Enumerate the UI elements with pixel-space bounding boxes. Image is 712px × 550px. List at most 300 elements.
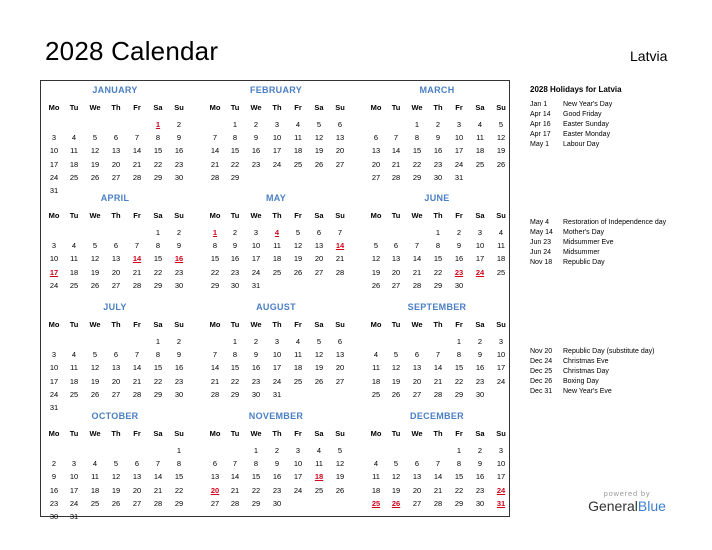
weekday-label: Su: [496, 211, 506, 220]
holiday-name: Restoration of Independence day: [563, 219, 667, 226]
weekday-label: Tu: [69, 320, 79, 329]
day-cell: 2: [176, 337, 182, 346]
day-cell: 20: [111, 159, 121, 169]
weekday-label: Fr: [133, 320, 141, 329]
weekday-label: Fr: [294, 429, 302, 438]
day-cell: 21: [230, 485, 240, 495]
day-cell: 23: [49, 498, 59, 508]
day-cell: 19: [90, 159, 100, 169]
holiday-day-cell: 17: [49, 267, 59, 277]
day-cell: 27: [335, 376, 345, 386]
month-name: JANUARY: [92, 85, 138, 95]
day-cell: 21: [433, 485, 443, 495]
day-cell: 14: [153, 472, 163, 482]
day-cell: 31: [69, 512, 79, 521]
day-cell: 28: [210, 389, 220, 399]
day-cell: 19: [314, 363, 324, 373]
day-cell: 2: [176, 228, 182, 237]
country-label: Latvia: [630, 48, 668, 64]
holiday-day-cell: 24: [496, 485, 506, 495]
holiday-group: [530, 347, 670, 397]
weekday-label: Su: [174, 320, 184, 329]
day-cell: 17: [251, 254, 261, 264]
holiday-entry: [530, 228, 670, 238]
day-cell: 23: [174, 159, 184, 169]
month-september: [366, 300, 508, 400]
day-cell: 15: [412, 146, 422, 156]
weekday-label: Su: [174, 103, 184, 112]
day-cell: 20: [111, 267, 121, 277]
day-cell: 17: [496, 472, 506, 482]
month-february: [205, 83, 347, 183]
day-cell: 17: [475, 254, 485, 264]
day-cell: 25: [69, 172, 79, 182]
day-cell: 4: [477, 120, 483, 129]
holiday-date: Apr 17: [530, 131, 551, 138]
weekday-label: Sa: [153, 320, 163, 329]
weekday-label: We: [250, 103, 262, 112]
day-cell: 26: [314, 376, 324, 386]
day-cell: 30: [454, 280, 464, 290]
weekday-label: Fr: [294, 320, 302, 329]
month-may: [205, 191, 347, 291]
day-cell: 3: [498, 446, 504, 455]
day-cell: 24: [496, 376, 506, 386]
weekday-label: Mo: [209, 429, 221, 438]
weekday-label: Mo: [48, 103, 60, 112]
day-cell: 27: [111, 389, 121, 399]
day-cell: 8: [155, 241, 161, 251]
day-cell: 10: [454, 133, 464, 143]
month-name: APRIL: [100, 193, 130, 203]
day-cell: 4: [373, 459, 379, 469]
weekday-label: Mo: [48, 211, 60, 220]
day-cell: 7: [337, 228, 343, 237]
day-cell: 28: [433, 389, 443, 399]
day-cell: 30: [272, 498, 282, 508]
day-cell: 24: [454, 159, 464, 169]
weekday-label: We: [250, 429, 262, 438]
day-cell: 19: [391, 376, 401, 386]
day-cell: 7: [414, 241, 420, 251]
day-cell: 4: [295, 337, 301, 346]
day-cell: 23: [230, 267, 240, 277]
day-cell: 19: [293, 254, 303, 264]
day-cell: 3: [456, 120, 462, 129]
day-cell: 29: [454, 389, 464, 399]
weekday-label: Tu: [391, 103, 401, 112]
weekday-label: Sa: [475, 320, 485, 329]
weekday-label: Sa: [153, 429, 163, 438]
day-cell: 23: [475, 376, 485, 386]
day-cell: 5: [295, 228, 301, 237]
day-cell: 26: [90, 389, 100, 399]
day-cell: 16: [251, 146, 261, 156]
holiday-name: Boxing Day: [563, 378, 599, 385]
day-cell: 21: [433, 376, 443, 386]
day-cell: 1: [155, 337, 161, 346]
day-cell: 25: [293, 376, 303, 386]
day-cell: 26: [391, 389, 401, 399]
brand-name: [584, 498, 670, 514]
holiday-day-cell: 26: [391, 498, 401, 508]
weekday-label: Sa: [314, 429, 324, 438]
weekday-label: Su: [335, 320, 345, 329]
weekday-label: Th: [272, 429, 282, 438]
day-cell: 31: [454, 172, 464, 182]
day-cell: 20: [391, 267, 401, 277]
weekday-label: We: [411, 429, 423, 438]
day-cell: 2: [253, 337, 259, 346]
day-cell: 27: [335, 159, 345, 169]
day-cell: 31: [272, 389, 282, 399]
month-name: DECEMBER: [410, 411, 464, 421]
day-cell: 19: [90, 267, 100, 277]
day-cell: 22: [454, 376, 464, 386]
day-cell: 18: [496, 254, 506, 264]
weekday-label: Tu: [391, 211, 401, 220]
day-cell: 28: [132, 172, 142, 182]
day-cell: 4: [92, 459, 98, 469]
day-cell: 24: [272, 159, 282, 169]
holidays-title: 2028 Holidays for Latvia: [530, 85, 622, 94]
day-cell: 22: [174, 485, 184, 495]
day-cell: 8: [414, 133, 420, 143]
day-cell: 20: [335, 146, 345, 156]
day-cell: 23: [272, 485, 282, 495]
holiday-entry: [530, 258, 670, 268]
day-cell: 2: [477, 446, 483, 455]
day-cell: 7: [435, 459, 441, 469]
holiday-date: Jun 23: [530, 239, 552, 246]
day-cell: 11: [497, 241, 505, 251]
day-cell: 4: [71, 350, 77, 360]
day-cell: 11: [315, 459, 323, 469]
weekday-label: We: [250, 320, 262, 329]
month-name: FEBRUARY: [249, 85, 303, 95]
day-cell: 3: [71, 459, 77, 469]
day-cell: 8: [456, 350, 462, 360]
weekday-label: We: [89, 429, 101, 438]
day-cell: 3: [498, 337, 504, 346]
holiday-entry: [530, 357, 670, 367]
holiday-entry: [530, 110, 670, 120]
day-cell: 13: [111, 146, 121, 156]
day-cell: 21: [210, 159, 220, 169]
day-cell: 24: [251, 267, 261, 277]
holiday-name: Good Friday: [563, 111, 602, 118]
day-cell: 28: [153, 498, 163, 508]
day-cell: 18: [272, 254, 282, 264]
day-cell: 12: [496, 133, 506, 143]
day-cell: 6: [113, 241, 119, 251]
day-cell: 3: [274, 337, 280, 346]
month-name: JUNE: [424, 193, 450, 203]
day-cell: 9: [435, 133, 441, 143]
day-cell: 9: [232, 241, 238, 251]
weekday-label: Fr: [133, 103, 141, 112]
day-cell: 2: [274, 446, 280, 455]
day-cell: 6: [393, 241, 399, 251]
day-cell: 13: [391, 254, 401, 264]
day-cell: 25: [475, 159, 485, 169]
day-cell: 6: [337, 120, 343, 129]
weekday-label: Tu: [230, 103, 240, 112]
holiday-day-cell: 1: [155, 120, 161, 129]
weekday-label: We: [411, 211, 423, 220]
weekday-label: Sa: [314, 320, 324, 329]
day-cell: 23: [433, 159, 443, 169]
day-cell: 15: [153, 363, 163, 373]
holiday-name: Christmas Eve: [563, 358, 609, 365]
weekday-label: Mo: [209, 103, 221, 112]
day-cell: 19: [371, 267, 381, 277]
day-cell: 12: [111, 472, 121, 482]
brand-name-part1: General: [588, 498, 638, 514]
day-cell: 29: [251, 498, 261, 508]
weekday-label: Th: [433, 429, 443, 438]
weekday-label: Tu: [69, 103, 79, 112]
day-cell: 2: [456, 228, 462, 237]
holiday-date: Dec 25: [530, 368, 553, 375]
day-cell: 18: [371, 376, 381, 386]
day-cell: 20: [132, 485, 142, 495]
weekday-label: Th: [272, 103, 282, 112]
holiday-name: Midsummer Eve: [563, 239, 614, 246]
day-cell: 18: [69, 267, 79, 277]
day-cell: 25: [314, 485, 324, 495]
day-cell: 15: [454, 472, 464, 482]
day-cell: 13: [314, 241, 324, 251]
day-cell: 22: [454, 485, 464, 495]
day-cell: 7: [212, 133, 218, 143]
day-cell: 22: [230, 376, 240, 386]
day-cell: 16: [454, 254, 464, 264]
weekday-label: Th: [272, 320, 282, 329]
weekday-label: Th: [111, 320, 121, 329]
calendar-frame: [40, 80, 510, 521]
day-cell: 29: [230, 389, 240, 399]
holiday-name: New Year's Eve: [563, 388, 612, 395]
day-cell: 5: [316, 337, 322, 346]
day-cell: 4: [373, 350, 379, 360]
weekday-label: Tu: [69, 211, 79, 220]
day-cell: 16: [49, 485, 59, 495]
day-cell: 2: [51, 459, 57, 469]
day-cell: 26: [90, 280, 100, 290]
day-cell: 16: [174, 146, 184, 156]
day-cell: 18: [293, 363, 303, 373]
weekday-label: Th: [111, 211, 121, 220]
day-cell: 6: [414, 350, 420, 360]
weekday-label: Sa: [153, 103, 163, 112]
day-cell: 19: [314, 146, 324, 156]
day-cell: 5: [92, 241, 98, 251]
day-cell: 18: [69, 159, 79, 169]
day-cell: 20: [314, 254, 324, 264]
day-cell: 10: [49, 363, 59, 373]
month-name: OCTOBER: [91, 411, 139, 421]
weekday-label: Su: [174, 429, 184, 438]
day-cell: 1: [155, 228, 161, 237]
day-cell: 27: [412, 389, 422, 399]
weekday-label: Sa: [153, 211, 163, 220]
day-cell: 23: [251, 376, 261, 386]
day-cell: 22: [433, 267, 443, 277]
day-cell: 28: [433, 498, 443, 508]
day-cell: 3: [51, 350, 57, 360]
day-cell: 8: [176, 459, 182, 469]
holiday-name: New Year's Day: [563, 101, 613, 108]
day-cell: 24: [49, 280, 59, 290]
day-cell: 12: [90, 363, 100, 373]
day-cell: 16: [230, 254, 240, 264]
day-cell: 3: [51, 241, 57, 251]
weekday-label: Tu: [230, 320, 240, 329]
day-cell: 1: [176, 446, 182, 455]
day-cell: 31: [251, 280, 261, 290]
day-cell: 19: [496, 146, 506, 156]
holiday-date: Dec 31: [530, 388, 553, 395]
day-cell: 16: [272, 472, 282, 482]
day-cell: 29: [230, 172, 240, 182]
day-cell: 26: [314, 159, 324, 169]
weekday-label: Fr: [294, 103, 302, 112]
weekday-label: Su: [335, 429, 345, 438]
day-cell: 6: [414, 459, 420, 469]
day-cell: 27: [391, 280, 401, 290]
day-cell: 16: [174, 363, 184, 373]
day-cell: 5: [316, 120, 322, 129]
weekday-label: Tu: [391, 429, 401, 438]
day-cell: 10: [272, 350, 282, 360]
month-december: [366, 409, 508, 509]
weekday-label: Th: [272, 211, 282, 220]
day-cell: 14: [433, 363, 443, 373]
day-cell: 24: [293, 485, 303, 495]
day-cell: 31: [49, 403, 59, 412]
month-name: JULY: [103, 302, 127, 312]
day-cell: 3: [274, 120, 280, 129]
day-cell: 7: [155, 459, 161, 469]
holiday-date: Apr 16: [530, 121, 551, 128]
day-cell: 13: [335, 133, 345, 143]
holiday-date: Apr 14: [530, 111, 551, 118]
day-cell: 20: [412, 485, 422, 495]
day-cell: 22: [153, 159, 163, 169]
holiday-day-cell: 20: [210, 485, 220, 495]
day-cell: 29: [433, 280, 443, 290]
day-cell: 16: [433, 146, 443, 156]
day-cell: 28: [391, 172, 401, 182]
day-cell: 15: [454, 363, 464, 373]
weekday-label: Su: [174, 211, 184, 220]
day-cell: 30: [174, 389, 184, 399]
day-cell: 14: [132, 363, 142, 373]
day-cell: 17: [272, 363, 282, 373]
day-cell: 21: [153, 485, 163, 495]
day-cell: 1: [456, 337, 462, 346]
day-cell: 6: [212, 459, 218, 469]
holiday-day-cell: 14: [335, 241, 345, 251]
day-cell: 12: [293, 241, 303, 251]
day-cell: 30: [174, 172, 184, 182]
holiday-day-cell: 23: [454, 267, 464, 277]
day-cell: 16: [475, 472, 485, 482]
month-october: [44, 409, 186, 521]
day-cell: 16: [251, 363, 261, 373]
day-cell: 27: [111, 172, 121, 182]
day-cell: 29: [412, 172, 422, 182]
day-cell: 21: [335, 254, 345, 264]
day-cell: 15: [210, 254, 220, 264]
month-august: [205, 300, 347, 400]
day-cell: 21: [132, 267, 142, 277]
day-cell: 3: [51, 133, 57, 143]
day-cell: 27: [210, 498, 220, 508]
weekday-label: Su: [496, 103, 506, 112]
day-cell: 14: [433, 472, 443, 482]
day-cell: 30: [251, 389, 261, 399]
day-cell: 22: [230, 159, 240, 169]
day-cell: 8: [435, 241, 441, 251]
day-cell: 13: [371, 146, 381, 156]
month-name: AUGUST: [256, 302, 296, 312]
day-cell: 2: [435, 120, 441, 129]
weekday-label: Mo: [48, 320, 60, 329]
day-cell: 20: [412, 376, 422, 386]
day-cell: 7: [393, 133, 399, 143]
day-cell: 27: [412, 498, 422, 508]
weekday-label: Fr: [133, 429, 141, 438]
day-cell: 11: [91, 472, 99, 482]
day-cell: 16: [475, 363, 485, 373]
brand-tagline: powered by: [603, 489, 651, 498]
day-cell: 11: [372, 472, 380, 482]
day-cell: 27: [371, 172, 381, 182]
day-cell: 25: [90, 498, 100, 508]
weekday-label: Su: [496, 320, 506, 329]
day-cell: 22: [412, 159, 422, 169]
day-cell: 9: [176, 133, 182, 143]
day-cell: 10: [475, 241, 485, 251]
weekday-label: Fr: [455, 211, 463, 220]
day-cell: 11: [70, 146, 78, 156]
day-cell: 21: [132, 159, 142, 169]
weekday-label: Sa: [475, 429, 485, 438]
day-cell: 30: [174, 280, 184, 290]
day-cell: 13: [335, 350, 345, 360]
day-cell: 29: [174, 498, 184, 508]
day-cell: 5: [393, 350, 399, 360]
month-november: [205, 409, 347, 509]
weekday-label: Fr: [455, 103, 463, 112]
weekday-label: Mo: [209, 211, 221, 220]
holiday-day-cell: 4: [274, 228, 280, 237]
day-cell: 18: [293, 146, 303, 156]
day-cell: 7: [134, 241, 140, 251]
holiday-day-cell: 18: [314, 472, 324, 482]
holiday-entry: [530, 387, 670, 397]
day-cell: 1: [232, 337, 238, 346]
day-cell: 11: [273, 241, 281, 251]
day-cell: 24: [69, 498, 79, 508]
day-cell: 4: [71, 133, 77, 143]
weekday-label: We: [89, 211, 101, 220]
day-cell: 4: [71, 241, 77, 251]
holiday-date: Nov 18: [530, 259, 553, 266]
day-cell: 3: [477, 228, 483, 237]
